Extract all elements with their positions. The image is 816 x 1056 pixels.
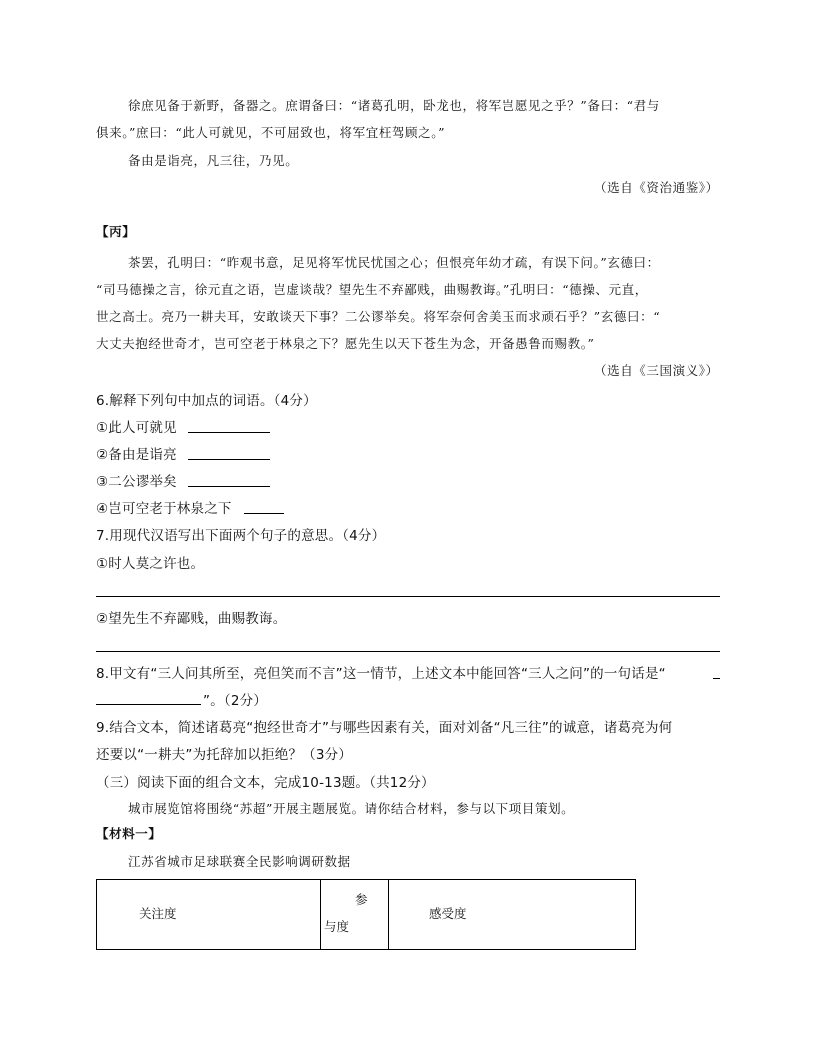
- question-6-item-3-text: ③二公谬举矣: [96, 474, 177, 490]
- question-8-line-1: 8.甲文有“三人问其所至，亮但笑而不言”这一情节，上述文本中能回答“三人之问”的一句话是“: [96, 666, 666, 682]
- table-header-row: [97, 880, 636, 950]
- answer-blank-6-4[interactable]: [244, 499, 284, 514]
- table-header-attention: [97, 880, 321, 950]
- table-caption: 江苏省城市足球联赛全民影响调研数据: [128, 854, 351, 869]
- passage-c-heading: 【丙】: [96, 224, 136, 239]
- answer-line-7-2[interactable]: [96, 651, 720, 652]
- table-header-participation: [321, 880, 389, 950]
- passage-c-line-1: 茶罢，孔明曰：“昨观书意，足见将军忧民忧国之心；但恨亮年幼才疏，有误下问。”玄德曰：: [128, 255, 660, 270]
- passage-c-line-4: 大丈夫抱经世奇才，岂可空老于林泉之下？愿先生以天下苍生为念，开备愚鲁而赐教。”: [96, 336, 595, 351]
- question-6-prompt: 6.解释下列句中加点的词语。（4分）: [96, 393, 317, 409]
- table-header-feeling: [389, 880, 636, 950]
- section-3-intro: 城市展览馆将围绕“苏超”开展主题展览。请你结合材料，参与以下项目策划。: [128, 801, 575, 816]
- question-9-line-1: 9.结合文本，简述诸葛亮“抱经世奇才”与哪些因素有关，面对刘备“凡三往”的诚意，诸葛亮为何: [96, 720, 673, 736]
- question-6-item-2-text: ②备由是诣亮: [96, 447, 177, 463]
- question-6-item-3: [96, 470, 177, 490]
- passage-b-line-1: 徐庶见备于新野，备器之。庶谓备曰：“诸葛孔明，卧龙也，将军岂愿见之乎？”备曰：“君与: [128, 98, 660, 113]
- question-7-prompt: 7.用现代汉语写出下面两个句子的意思。（4分）: [96, 528, 386, 544]
- passage-b-line-3: 备由是诣亮，凡三往，乃见。: [128, 153, 299, 168]
- table-header-participation-bottom: 与度: [324, 919, 350, 934]
- question-7-item-1: ①时人莫之许也。: [96, 556, 205, 572]
- answer-line-7-1[interactable]: [96, 596, 720, 597]
- section-3-title: （三）阅读下面的组合文本，完成10-13题。（共12分）: [96, 775, 435, 791]
- answer-blank-6-2[interactable]: [188, 445, 270, 460]
- question-6-item-1-text: ①此人可就见: [96, 420, 177, 436]
- question-6-item-1: [96, 416, 177, 436]
- answer-blank-6-1[interactable]: [188, 418, 270, 433]
- table-header-feeling-label: 感受度: [429, 906, 467, 921]
- answer-blank-6-3[interactable]: [188, 472, 270, 487]
- table-header-attention-label: 关注度: [139, 906, 177, 921]
- question-9-line-2: 还要以“一耕夫”为托辞加以拒绝？（3分）: [96, 747, 353, 763]
- passage-b-source: （选自《资治通鉴》）: [594, 180, 719, 195]
- question-8-line-2: ”。（2分）: [203, 693, 268, 709]
- question-7-item-2: ②望先生不弃鄙贱，曲赐教诲。: [96, 611, 287, 627]
- question-6-item-2: [96, 443, 177, 463]
- passage-b-line-2: 俱来。”庶曰：“此人可就见，不可屈致也，将军宜枉驾顾之。”: [96, 125, 446, 140]
- passage-c-source: （选自《三国演义》）: [594, 363, 719, 378]
- answer-blank-8[interactable]: [96, 690, 201, 705]
- passage-c-line-2: “司马德操之言，徐元直之语，岂虚谈哉？望先生不弃鄙贱，曲赐教诲。”孔明曰：“德操、元直，: [96, 282, 648, 297]
- survey-data-table: [96, 879, 636, 950]
- table-header-participation-top: 参: [355, 892, 368, 907]
- passage-c-line-3: 世之高士。亮乃一耕夫耳，安敢谈天下事？二公谬举矣。将军奈何舍美玉而求顽石乎？”玄德曰：“: [96, 309, 661, 324]
- question-6-item-4: [96, 497, 232, 517]
- question-6-item-4-text: ④岂可空老于林泉之下: [96, 501, 232, 517]
- answer-blank-8-start[interactable]: [713, 664, 720, 679]
- material-1-heading: 【材料一】: [96, 826, 162, 841]
